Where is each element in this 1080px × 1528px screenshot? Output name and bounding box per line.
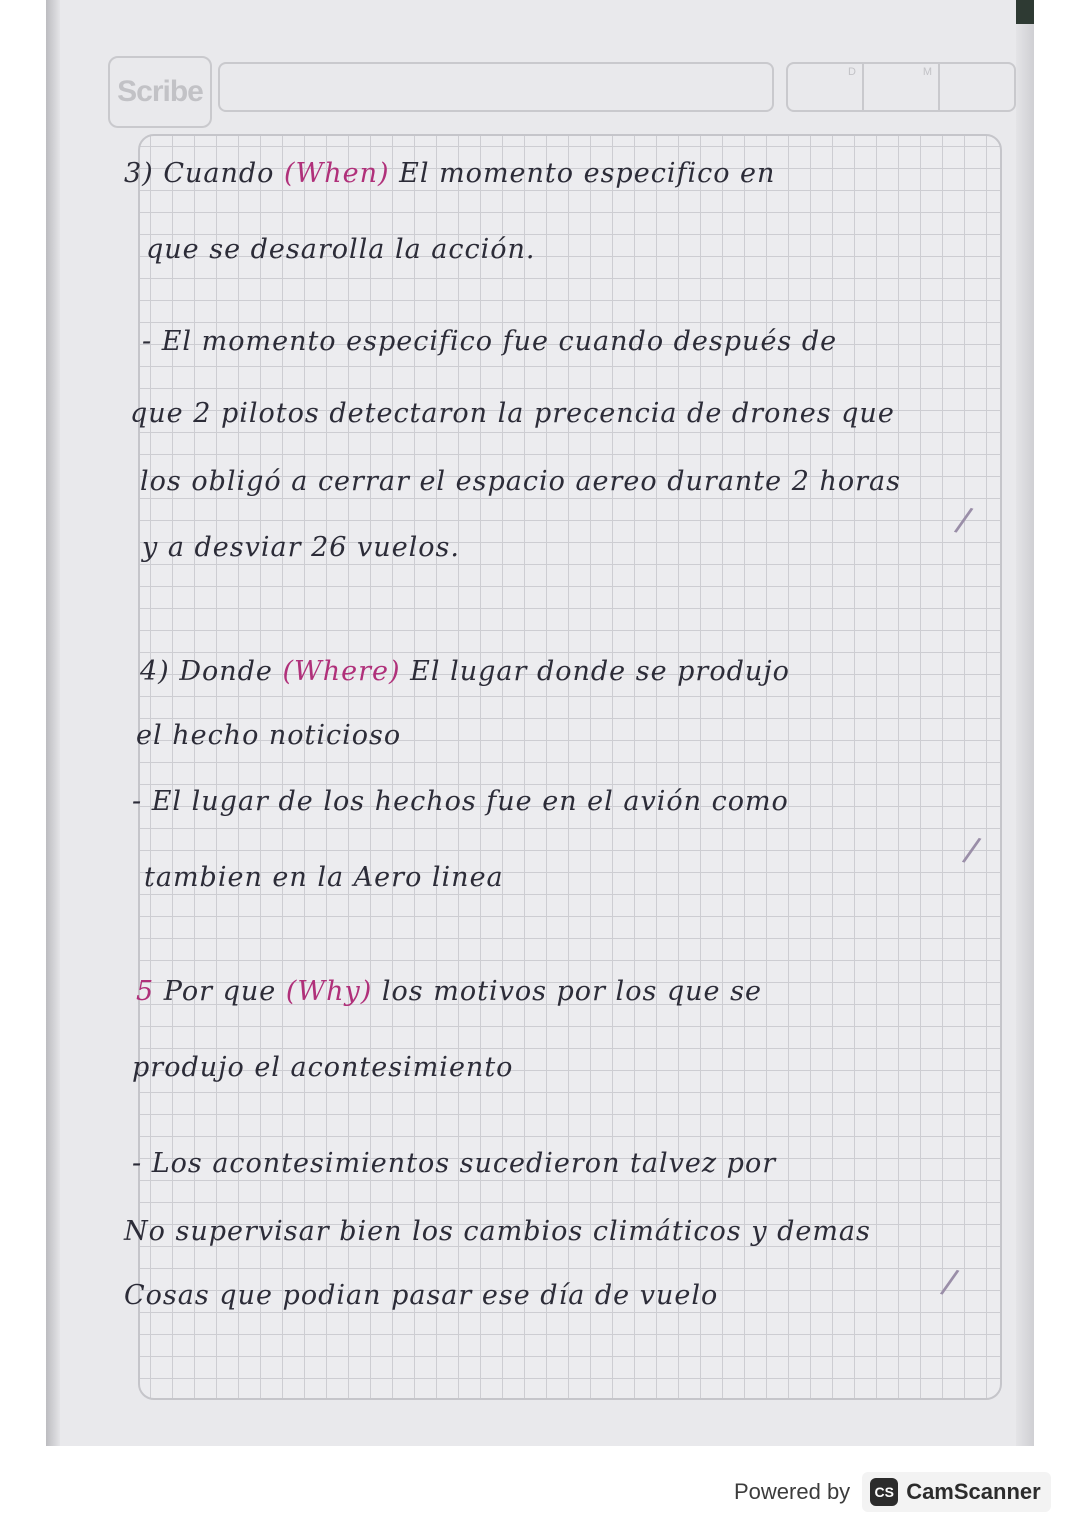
scribe-logo-box [108,56,212,128]
section-4-heading-line2: el hecho noticioso [136,720,402,751]
check-mark-icon: / [938,1261,962,1303]
scribe-logo: Scribe [117,75,203,108]
grid-paper-area [138,134,1002,1400]
page-shadow-right [1016,0,1034,1446]
date-segment-month: M [864,64,940,110]
section-3-heading-line2: que se desarolla la acción. [146,234,536,265]
camscanner-icon: CS [870,1478,898,1506]
date-segment-year [940,64,1014,110]
section-5-answer-line2: No supervisar bien los cambios climáticos y demas [124,1216,871,1247]
page-corner-background [1016,0,1034,24]
section-3-answer-line4: y a desviar 26 vuelos. [142,532,460,563]
section-5-heading-line2: produjo el acontesimiento [132,1052,514,1083]
date-segment-day: D [788,64,864,110]
section-5-heading: 5 Por que (Why) los motivos por los que se [136,976,762,1007]
name-field-box [218,62,774,112]
section-4-answer-line2: tambien en la Aero linea [144,862,504,893]
section-3-answer-line1: - El momento especifico fue cuando después de [142,326,838,357]
section-5-answer-line3: Cosas que podian pasar ese día de vuelo [124,1280,719,1311]
section-3-heading: 3) Cuando (When) El momento especifico en [124,158,776,189]
section-3-answer-line3: los obligó a cerrar el espacio aereo durante 2 horas [140,466,901,497]
check-mark-icon: / [960,829,984,871]
powered-by-label: Powered by [734,1479,851,1504]
camscanner-watermark [734,1472,1051,1512]
page-shadow-left [46,0,60,1446]
camscanner-badge [862,1472,1051,1512]
camscanner-name: CamScanner [906,1479,1041,1504]
section-4-heading: 4) Donde (Where) El lugar donde se produjo [140,656,790,687]
date-field-box [786,62,1016,112]
section-5-answer-line1: - Los acontesimientos sucedieron talvez por [132,1148,777,1179]
section-3-answer-line2: que 2 pilotos detectaron la precencia de drones que [130,398,895,429]
check-mark-icon: / [952,499,976,541]
section-4-answer-line1: - El lugar de los hechos fue en el avión como [132,786,789,817]
